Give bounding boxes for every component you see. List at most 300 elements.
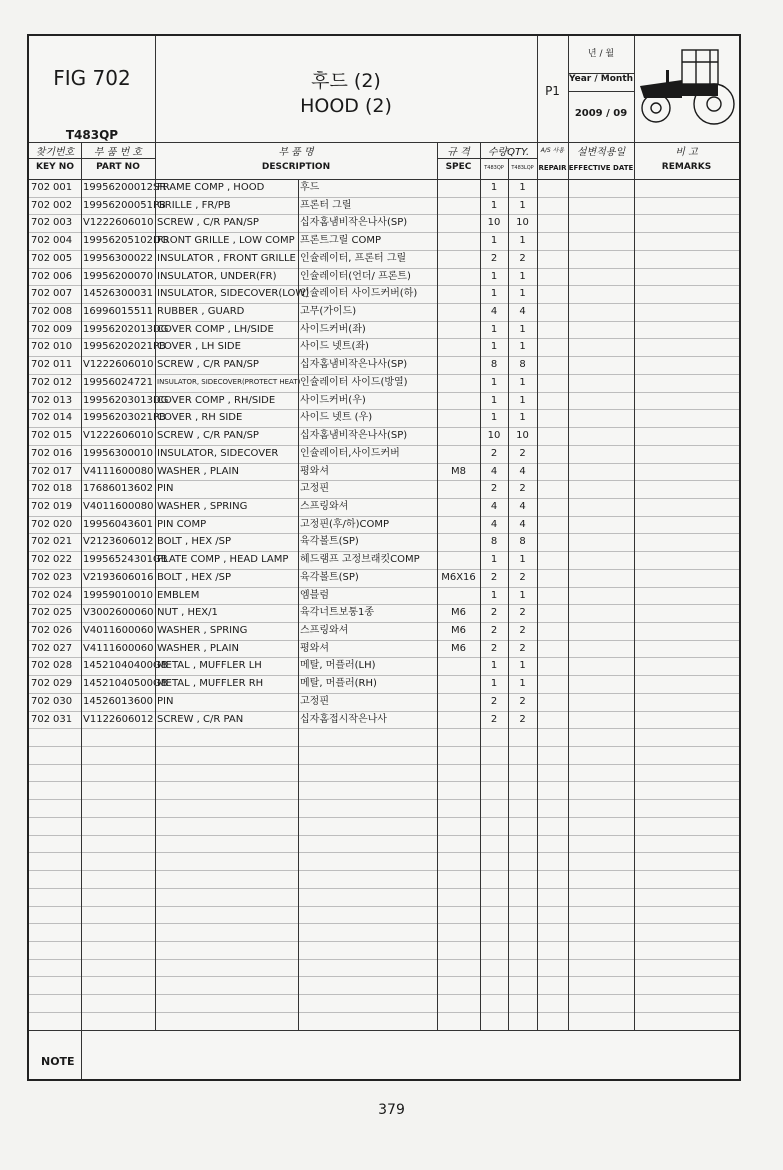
- spec: [437, 250, 480, 268]
- part-number: 17686013602: [83, 483, 153, 495]
- rule-row: [29, 870, 739, 871]
- key-fig: 702: [31, 589, 51, 601]
- key-number: 012: [53, 376, 73, 388]
- qty-model1: 2: [490, 625, 498, 636]
- part-number: 19956300010: [83, 447, 153, 459]
- title-english: HOOD (2): [300, 95, 392, 117]
- key-number: 001: [53, 182, 73, 193]
- qty-model1: 1: [490, 394, 498, 406]
- key-number: 004: [53, 235, 73, 247]
- spec: [437, 711, 480, 729]
- spec: M8: [451, 465, 466, 477]
- rule-row: [29, 516, 739, 517]
- part-number: 19956203013DG: [83, 394, 169, 406]
- rule-row: [29, 941, 739, 942]
- description-english: PIN: [157, 695, 174, 707]
- rule-row: [29, 533, 739, 534]
- rule-col-header-mid: [437, 158, 537, 159]
- key-fig: 702: [31, 199, 51, 211]
- rule-row: [29, 781, 739, 782]
- spec: [437, 551, 480, 569]
- qty-model1: 2: [490, 483, 498, 495]
- spec: [437, 587, 480, 605]
- col-part-english: PART NO: [96, 162, 140, 172]
- key-fig: 702: [31, 607, 51, 619]
- qty-model2: 1: [519, 554, 526, 566]
- col-remarks-korean: 비 고: [675, 147, 698, 158]
- description-english: RUBBER , GUARD: [157, 306, 245, 318]
- key-number: 014: [53, 412, 73, 424]
- description-english: INSULATOR, UNDER(FR): [157, 270, 277, 282]
- part-number: 19956200012SR: [83, 182, 167, 193]
- key-fig: 702: [31, 536, 51, 548]
- key-fig: 702: [31, 217, 51, 229]
- rule-row: [29, 817, 739, 818]
- part-number: V4111600080: [83, 465, 154, 477]
- description-english: PIN: [157, 483, 174, 495]
- table-row: [29, 214, 739, 232]
- description-korean: 십자홈냄비작은나사(SP): [300, 217, 408, 229]
- rule-row: [29, 604, 739, 605]
- table-row: [29, 409, 739, 427]
- key-fig: 702: [31, 483, 51, 495]
- rule-row: [29, 445, 739, 446]
- key-fig: 702: [31, 500, 51, 512]
- col-remarks-english: REMARKS: [661, 162, 712, 172]
- key-number: 031: [53, 713, 73, 725]
- spec: [437, 232, 480, 250]
- rule-row: [29, 835, 739, 836]
- year-month-korean: 년 / 월: [587, 49, 615, 59]
- description-korean: 십자홈접시작은나사: [300, 713, 387, 725]
- key-fig: 702: [31, 518, 51, 530]
- key-number: 021: [53, 536, 73, 548]
- key-number: 015: [53, 430, 73, 442]
- col-spec-korean: 규 격: [447, 147, 470, 158]
- spec: [437, 179, 480, 197]
- description-english: BOLT , HEX /SP: [157, 536, 232, 548]
- spec: [437, 214, 480, 232]
- part-number: 19956200051PB: [83, 199, 166, 211]
- description-english: INSULATOR, SIDECOVER: [157, 447, 279, 459]
- qty-model2: 10: [516, 217, 529, 229]
- col-divider-key-part: [81, 142, 82, 1079]
- rule-row: [29, 959, 739, 960]
- description-korean: 육각볼트(SP): [300, 571, 359, 583]
- rule-row: [29, 711, 739, 712]
- rule-row: [29, 1012, 739, 1013]
- qty-model2: 2: [519, 642, 526, 654]
- key-fig: 702: [31, 182, 51, 193]
- col-divider-repair-eff: [568, 36, 569, 1030]
- description-english: INSULATOR , FRONT GRILLE: [157, 252, 296, 264]
- key-fig: 702: [31, 713, 51, 725]
- spec: [437, 356, 480, 374]
- key-number: 006: [53, 270, 73, 282]
- description-korean: 스프링와셔: [300, 625, 349, 636]
- table-row: [29, 197, 739, 215]
- qty-model1: 1: [490, 412, 498, 424]
- part-number: 19956300022: [83, 252, 153, 264]
- qty-model2: 1: [519, 376, 526, 388]
- description-english: PLATE COMP , HEAD LAMP: [157, 554, 289, 566]
- spec: [437, 374, 480, 392]
- fig-label: FIG 702: [53, 66, 131, 90]
- rule-row: [29, 374, 739, 375]
- description-korean: 스프링와셔: [300, 500, 349, 512]
- rule-row: [29, 923, 739, 924]
- note-label: [41, 1050, 75, 1069]
- rule-row: [29, 657, 739, 658]
- spec: M6X16: [441, 571, 476, 583]
- table-row: [29, 268, 739, 286]
- rule-row: [29, 746, 739, 747]
- qty-model2: 2: [519, 695, 526, 707]
- part-number: 19956202013DG: [83, 323, 169, 335]
- qty-model2: 1: [519, 199, 526, 211]
- key-fig: 702: [31, 660, 51, 672]
- table-row: [29, 285, 739, 303]
- spec: M6: [451, 642, 466, 654]
- spec: M6: [451, 607, 466, 619]
- spec: [437, 303, 480, 321]
- rule-body-top: [29, 179, 739, 180]
- rule-row: [29, 250, 739, 251]
- qty-model1: 10: [487, 430, 501, 442]
- key-fig: 702: [31, 270, 51, 282]
- spec: [437, 445, 480, 463]
- key-fig: 702: [31, 341, 51, 353]
- description-korean: 인슐레이터 사이드(방열): [300, 376, 408, 388]
- qty-model2: 2: [519, 252, 526, 264]
- description-korean: 메탈, 머플러(LH): [300, 660, 376, 672]
- spec: M6: [451, 625, 466, 636]
- description-korean: 인슐레이터(언더/ 프론트): [300, 270, 411, 282]
- col-part-korean: 부 품 번 호: [93, 147, 143, 158]
- rule-row: [29, 214, 739, 215]
- model-code-text: T483QP: [65, 128, 119, 142]
- rule-note-top: [29, 1030, 739, 1031]
- description-korean: 사이드커버(좌): [300, 323, 366, 335]
- qty-model1: 2: [490, 695, 498, 707]
- part-number: V4011600080: [83, 500, 154, 512]
- description-korean: 육각볼트(SP): [300, 536, 359, 548]
- col-qty-model1: T483QP: [484, 165, 504, 171]
- description-english: FRONT GRILLE , LOW COMP: [157, 235, 295, 247]
- rule-row: [29, 640, 739, 641]
- description-korean: 고정핀: [300, 695, 329, 707]
- qty-model1: 2: [490, 571, 498, 583]
- qty-model2: 4: [519, 500, 526, 512]
- key-number: 025: [53, 607, 73, 619]
- spec: [437, 533, 480, 551]
- col-desc-english: DESCRIPTION: [261, 162, 331, 172]
- rule-row: [29, 427, 739, 428]
- qty-model2: 1: [519, 678, 526, 690]
- part-number: V3002600060: [83, 607, 154, 619]
- key-fig: 702: [31, 376, 51, 388]
- part-number: V4011600060: [83, 625, 154, 636]
- description-english: WASHER , PLAIN: [157, 642, 239, 654]
- rule-row: [29, 463, 739, 464]
- rule-row: [29, 587, 739, 588]
- col-divider-qty-repair: [537, 36, 538, 1030]
- key-fig: 702: [31, 235, 51, 247]
- qty-model2: 4: [519, 306, 526, 318]
- key-fig: 702: [31, 288, 51, 300]
- spec: [437, 409, 480, 427]
- rule-row: [29, 409, 739, 410]
- col-divider-part-desc: [155, 36, 156, 1030]
- rule-row: [29, 498, 739, 499]
- spec: [437, 268, 480, 286]
- description-english: INSULATOR, SIDECOVER(LOW): [157, 288, 310, 300]
- qty-model1: 1: [490, 589, 498, 601]
- qty-model1: 2: [490, 447, 498, 459]
- description-english: SCREW , C/R PAN/SP: [157, 359, 259, 371]
- page-number: [0, 1099, 783, 1118]
- part-number: 19956024721: [83, 376, 153, 388]
- rule-yearmonth-mid: [568, 73, 634, 74]
- description-korean: 헤드램프 고정브래킷COMP: [300, 554, 420, 566]
- description-korean: 고정핀(후/하)COMP: [300, 518, 389, 530]
- table-row: [29, 232, 739, 250]
- table-row: [29, 551, 739, 569]
- part-number: 16996015511: [83, 306, 153, 318]
- rule-row: [29, 852, 739, 853]
- description-english: COVER , LH SIDE: [157, 341, 241, 353]
- key-fig: 702: [31, 465, 51, 477]
- spec: [437, 285, 480, 303]
- qty-model1: 1: [490, 182, 498, 193]
- part-number: 14526300031: [83, 288, 153, 300]
- table-row: [29, 250, 739, 268]
- table-row: [29, 533, 739, 551]
- key-number: 019: [53, 500, 73, 512]
- rule-row: [29, 285, 739, 286]
- table-row: [29, 498, 739, 516]
- qty-model2: 8: [519, 359, 526, 371]
- note-label-text: NOTE: [41, 1055, 75, 1068]
- key-number: 026: [53, 625, 73, 636]
- title-korean: 후드 (2): [311, 70, 381, 92]
- part-number: V2123606012: [83, 536, 154, 548]
- description-english: SCREW , C/R PAN/SP: [157, 217, 259, 229]
- rule-row: [29, 392, 739, 393]
- part-number: 19956202021PB: [83, 341, 166, 353]
- table-row: [29, 338, 739, 356]
- part-number: V1222606010: [83, 430, 154, 442]
- qty-model2: 2: [519, 625, 526, 636]
- qty-model1: 1: [490, 554, 498, 566]
- table-row: [29, 445, 739, 463]
- table-row: [29, 463, 739, 481]
- rule-row: [29, 551, 739, 552]
- col-repair-english: REPAIR: [538, 164, 567, 172]
- description-english: WASHER , SPRING: [157, 500, 248, 512]
- key-number: 022: [53, 554, 73, 566]
- part-number: V4111600060: [83, 642, 154, 654]
- key-fig: 702: [31, 412, 51, 424]
- key-fig: 702: [31, 359, 51, 371]
- key-number: 009: [53, 323, 73, 335]
- rule-row: [29, 906, 739, 907]
- qty-model2: 10: [516, 430, 529, 442]
- table-row: [29, 569, 739, 587]
- qty-model1: 8: [490, 536, 498, 548]
- qty-model2: 4: [519, 518, 526, 530]
- description-korean: 평와셔: [300, 642, 329, 654]
- table-row: [29, 179, 739, 197]
- key-fig: 702: [31, 447, 51, 459]
- qty-model1: 2: [490, 252, 498, 264]
- revision-date: 2009 / 09: [574, 108, 628, 119]
- description-english: COVER COMP , LH/SIDE: [157, 323, 274, 335]
- description-korean: 사이드커버(우): [300, 394, 366, 406]
- key-fig: 702: [31, 695, 51, 707]
- table-row: [29, 587, 739, 605]
- rule-row: [29, 303, 739, 304]
- description-english: COVER COMP , RH/SIDE: [157, 394, 276, 406]
- table-row: [29, 693, 739, 711]
- part-number: 14521040400GB: [83, 660, 168, 672]
- qty-model2: 1: [519, 589, 526, 601]
- col-desc-korean: 부 품 명: [278, 147, 314, 158]
- table-row: [29, 657, 739, 675]
- description-english: COVER , RH SIDE: [157, 412, 243, 424]
- description-english: WASHER , SPRING: [157, 625, 248, 636]
- key-number: 020: [53, 518, 73, 530]
- key-fig: 702: [31, 625, 51, 636]
- rule-row: [29, 675, 739, 676]
- rule-row: [29, 480, 739, 481]
- qty-model1: 4: [490, 306, 498, 318]
- qty-model1: 4: [490, 500, 498, 512]
- key-number: 016: [53, 447, 73, 459]
- qty-model2: 8: [519, 536, 526, 548]
- key-fig: 702: [31, 306, 51, 318]
- key-number: 008: [53, 306, 73, 318]
- key-number: 024: [53, 589, 73, 601]
- rule-row: [29, 622, 739, 623]
- year-month-english: Year / Month: [568, 74, 634, 84]
- description-english: METAL , MUFFLER RH: [157, 678, 264, 690]
- description-english: GRILLE , FR/PB: [157, 199, 231, 211]
- part-number: 19956524301GB: [83, 554, 168, 566]
- table-row: [29, 640, 739, 658]
- table-row: [29, 321, 739, 339]
- key-fig: 702: [31, 571, 51, 583]
- qty-model2: 1: [519, 341, 526, 353]
- qty-model2: 2: [519, 571, 526, 583]
- description-korean: 고정핀: [300, 483, 329, 495]
- page-number-text: 379: [378, 1102, 405, 1118]
- part-number: 19956205102DG: [83, 235, 169, 247]
- qty-model1: 10: [487, 217, 501, 229]
- key-number: 029: [53, 678, 73, 690]
- qty-model1: 1: [490, 678, 498, 690]
- table-row: [29, 427, 739, 445]
- part-number: V1122606012: [83, 713, 154, 725]
- col-effective-korean: 설변적용일: [576, 147, 626, 158]
- key-number: 017: [53, 465, 73, 477]
- spec: [437, 338, 480, 356]
- qty-model1: 1: [490, 660, 498, 672]
- description-english: FRAME COMP , HOOD: [157, 182, 265, 193]
- part-number: 19959010010: [83, 589, 153, 601]
- key-number: 003: [53, 217, 73, 229]
- col-spec-english: SPEC: [445, 162, 472, 172]
- key-number: 028: [53, 660, 73, 672]
- qty-model2: 1: [519, 394, 526, 406]
- description-english: SCREW , C/R PAN: [157, 713, 244, 725]
- spec: [437, 321, 480, 339]
- key-fig: 702: [31, 678, 51, 690]
- table-row: [29, 622, 739, 640]
- key-fig: 702: [31, 252, 51, 264]
- rule-row: [29, 728, 739, 729]
- table-row: [29, 480, 739, 498]
- qty-model2: 1: [519, 660, 526, 672]
- rule-row: [29, 976, 739, 977]
- key-number: 018: [53, 483, 73, 495]
- description-korean: 사이드 넷트(좌): [300, 341, 369, 353]
- key-number: 007: [53, 288, 73, 300]
- description-korean: 인슐레이터 사이드커버(하): [300, 288, 418, 300]
- table-row: [29, 604, 739, 622]
- spec: [437, 427, 480, 445]
- col-key-english: KEY NO: [36, 162, 74, 172]
- rule-row: [29, 321, 739, 322]
- qty-model1: 4: [490, 518, 498, 530]
- col-divider-eff-remarks: [634, 36, 635, 1030]
- key-fig: 702: [31, 323, 51, 335]
- qty-model2: 1: [519, 288, 526, 300]
- part-number: 19956043601: [83, 518, 153, 530]
- part-number: V1222606010: [83, 359, 154, 371]
- key-number: 013: [53, 394, 73, 406]
- table-row: [29, 392, 739, 410]
- description-korean: 메탈, 머플러(RH): [300, 678, 377, 690]
- qty-model2: 1: [519, 323, 526, 335]
- qty-model2: 2: [519, 607, 526, 619]
- table-row: [29, 356, 739, 374]
- rule-row: [29, 338, 739, 339]
- key-number: 002: [53, 199, 73, 211]
- description-english: SCREW , C/R PAN/SP: [157, 430, 259, 442]
- spec: [437, 675, 480, 693]
- key-number: 027: [53, 642, 73, 654]
- qty-model1: 2: [490, 642, 498, 654]
- table-row: [29, 303, 739, 321]
- description-korean: 엠블럼: [300, 589, 329, 601]
- rule-header-bottom: [29, 142, 739, 143]
- rule-row: [29, 994, 739, 995]
- parts-list-sheet: [27, 34, 741, 1081]
- rule-yearmonth-date: [568, 91, 634, 92]
- qty-model1: 2: [490, 607, 498, 619]
- rule-row: [29, 693, 739, 694]
- key-number: 023: [53, 571, 73, 583]
- note-area: [81, 1030, 739, 1079]
- part-number: 19956200070: [83, 270, 153, 282]
- qty-model2: 1: [519, 412, 526, 424]
- description-english: METAL , MUFFLER LH: [157, 660, 262, 672]
- qty-model2: 4: [519, 465, 526, 477]
- key-fig: 702: [31, 554, 51, 566]
- col-qty-model2: T483LQP: [511, 165, 534, 171]
- table-row: [29, 516, 739, 534]
